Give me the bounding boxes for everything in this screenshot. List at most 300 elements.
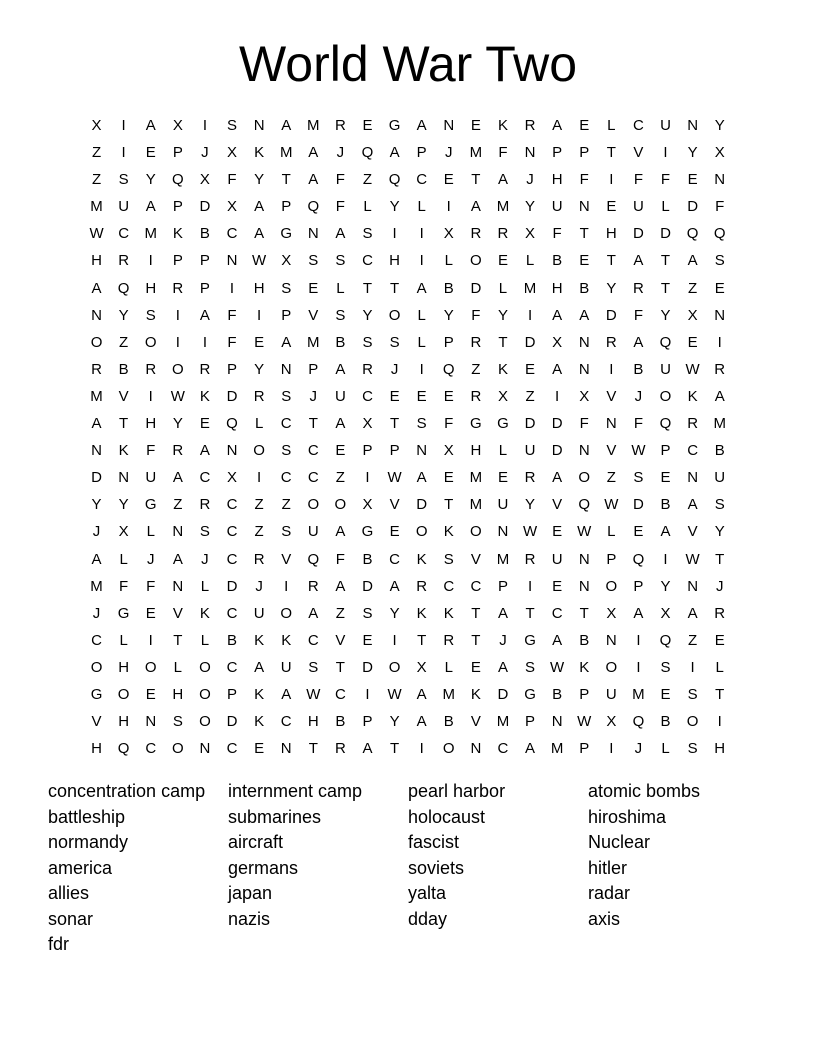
grid-letter: B	[362, 550, 373, 568]
grid-letter: D	[660, 225, 671, 243]
grid-letter: A	[91, 415, 102, 433]
grid-letter: X	[281, 252, 292, 270]
grid-letter: Q	[226, 415, 238, 433]
grid-letter: J	[634, 387, 643, 405]
grid-letter: O	[605, 577, 618, 595]
grid-letter: X	[199, 171, 210, 189]
grid-letter: P	[172, 144, 183, 162]
grid-letter: B	[335, 333, 346, 351]
grid-letter: K	[118, 442, 129, 460]
grid-letter: K	[443, 604, 454, 622]
grid-letter: G	[524, 631, 536, 649]
grid-letter: U	[551, 550, 563, 568]
grid-letter: H	[91, 740, 102, 758]
grid-letter: R	[91, 360, 102, 378]
word-list-item: hitler	[588, 857, 628, 878]
letter-grid	[83, 112, 733, 762]
grid-letter: N	[578, 442, 590, 460]
grid-letter: U	[605, 685, 617, 703]
grid-letter: C	[389, 550, 400, 568]
grid-letter: D	[91, 469, 102, 487]
grid-letter: N	[524, 144, 536, 162]
grid-letter: F	[146, 577, 156, 595]
grid-letter: D	[362, 658, 373, 676]
grid-letter: U	[307, 523, 319, 541]
grid-letter: L	[525, 252, 535, 270]
grid-letter: L	[498, 279, 508, 297]
grid-letter: D	[633, 496, 644, 514]
grid-row	[83, 518, 733, 545]
grid-letter: N	[578, 360, 590, 378]
grid-letter: O	[470, 523, 482, 541]
grid-letter: E	[552, 577, 563, 595]
grid-letter: M	[713, 415, 726, 433]
grid-letter: E	[145, 144, 156, 162]
grid-letter: I	[121, 144, 126, 162]
grid-letter: F	[633, 171, 643, 189]
grid-letter: Z	[91, 144, 102, 162]
grid-letter: E	[443, 469, 454, 487]
grid-letter: P	[199, 252, 210, 270]
grid-letter: D	[497, 685, 509, 703]
grid-letter: V	[308, 306, 319, 324]
grid-letter: X	[497, 387, 508, 405]
grid-letter: L	[173, 658, 182, 676]
word-list-item: nazis	[228, 908, 271, 929]
grid-letter: L	[146, 523, 155, 541]
word-list-item: dday	[408, 908, 448, 929]
grid-letter: Z	[173, 496, 183, 514]
grid-letter: M	[307, 117, 320, 134]
grid-letter: P	[172, 252, 183, 270]
grid-letter: G	[524, 685, 536, 703]
grid-letter: O	[199, 713, 211, 731]
grid-letter: J	[390, 360, 399, 378]
grid-letter: I	[175, 306, 180, 324]
grid-letter: N	[578, 577, 590, 595]
grid-letter: A	[335, 225, 346, 243]
grid-letter: X	[443, 442, 454, 460]
grid-letter: A	[281, 117, 292, 134]
grid-letter: I	[148, 252, 153, 270]
grid-letter: P	[660, 442, 671, 460]
grid-letter: Y	[145, 171, 156, 189]
grid-letter: I	[419, 360, 424, 378]
grid-letter: Z	[254, 523, 264, 541]
grid-letter: R	[443, 631, 455, 649]
grid-letter: E	[145, 604, 156, 622]
grid-row	[83, 491, 733, 518]
grid-letter: P	[308, 360, 319, 378]
grid-letter: E	[254, 740, 265, 758]
grid-letter: R	[334, 740, 346, 758]
grid-letter: Y	[254, 171, 265, 189]
grid-letter: Z	[335, 604, 345, 622]
grid-letter: C	[226, 604, 238, 622]
grid-letter: L	[417, 306, 426, 324]
grid-letter: A	[660, 523, 671, 541]
grid-letter: T	[660, 252, 671, 270]
grid-letter: K	[281, 631, 292, 649]
grid-letter: Z	[119, 333, 129, 351]
grid-letter: F	[444, 415, 454, 433]
grid-letter: O	[199, 658, 211, 676]
grid-letter: P	[227, 360, 238, 378]
grid-letter: A	[335, 360, 346, 378]
grid-letter: Y	[443, 306, 454, 324]
grid-letter: C	[280, 469, 292, 487]
grid-letter: F	[227, 171, 237, 189]
grid-letter: I	[148, 387, 153, 405]
grid-letter: A	[308, 604, 319, 622]
grid-letter: A	[335, 415, 346, 433]
grid-letter: T	[660, 279, 671, 297]
grid-letter: S	[335, 306, 346, 324]
grid-letter: L	[336, 279, 345, 297]
grid-letter: M	[279, 144, 293, 162]
grid-letter: L	[200, 577, 210, 595]
grid-letter: T	[579, 225, 589, 243]
grid-letter: P	[443, 333, 454, 351]
grid-letter: B	[552, 685, 563, 703]
grid-letter: V	[335, 631, 346, 649]
grid-letter: Q	[442, 360, 455, 378]
grid-letter: O	[388, 306, 401, 324]
grid-row	[83, 193, 733, 220]
grid-letter: H	[253, 279, 265, 297]
grid-letter: Q	[117, 740, 130, 758]
grid-letter: M	[632, 685, 645, 703]
word-list-item: axis	[588, 908, 621, 929]
grid-letter: U	[524, 442, 536, 460]
grid-letter: J	[146, 550, 155, 568]
grid-letter: H	[389, 252, 400, 270]
grid-letter: R	[524, 117, 536, 134]
grid-letter: R	[334, 117, 346, 134]
grid-row	[83, 166, 733, 193]
grid-letter: S	[687, 685, 698, 703]
grid-letter: Y	[118, 306, 129, 324]
grid-letter: N	[687, 469, 699, 487]
grid-letter: H	[91, 252, 102, 270]
grid-letter: X	[660, 604, 671, 622]
grid-row	[83, 410, 733, 437]
grid-letter: O	[659, 387, 672, 405]
grid-letter: A	[389, 144, 400, 162]
grid-letter: L	[444, 252, 453, 270]
grid-letter: G	[497, 415, 509, 433]
grid-letter: E	[579, 252, 590, 270]
grid-letter: A	[199, 306, 210, 324]
grid-letter: C	[470, 577, 482, 595]
grid-letter: M	[550, 740, 564, 758]
grid-letter: G	[90, 685, 103, 703]
grid-letter: Z	[606, 469, 616, 487]
grid-letter: S	[389, 333, 400, 351]
grid-letter: V	[91, 713, 102, 731]
grid-letter: L	[661, 740, 670, 758]
grid-letter: Y	[389, 713, 400, 731]
grid-letter: D	[226, 387, 238, 405]
grid-letter: R	[172, 279, 184, 297]
grid-letter: C	[362, 387, 373, 405]
grid-letter: I	[609, 171, 614, 189]
grid-letter: S	[199, 523, 210, 541]
grid-letter: H	[605, 225, 617, 243]
word-list-item: hiroshima	[588, 806, 667, 827]
grid-letter: R	[470, 225, 482, 243]
grid-row	[83, 275, 733, 302]
grid-letter: A	[552, 360, 563, 378]
grid-letter: R	[199, 496, 211, 514]
grid-letter: Q	[307, 198, 320, 216]
grid-letter: F	[335, 198, 345, 216]
grid-letter: S	[335, 252, 346, 270]
grid-letter: Y	[389, 604, 400, 622]
grid-letter: P	[227, 685, 238, 703]
grid-letter: S	[281, 387, 292, 405]
grid-letter: S	[308, 252, 319, 270]
grid-letter: Q	[659, 333, 672, 351]
grid-letter: B	[199, 225, 210, 243]
grid-letter: A	[633, 604, 644, 622]
grid-letter: X	[362, 496, 373, 514]
grid-letter: O	[280, 604, 293, 622]
grid-letter: C	[226, 523, 238, 541]
grid-letter: K	[497, 360, 508, 378]
grid-letter: B	[118, 360, 129, 378]
grid-letter: A	[91, 279, 102, 297]
grid-letter: F	[227, 333, 237, 351]
grid-letter: D	[199, 198, 211, 216]
grid-letter: Q	[713, 225, 726, 243]
grid-letter: A	[687, 604, 698, 622]
grid-letter: P	[579, 144, 590, 162]
grid-letter: T	[471, 171, 481, 189]
grid-letter: Q	[171, 171, 184, 189]
puzzle-title: World War Two	[238, 36, 578, 92]
grid-letter: I	[419, 252, 424, 270]
grid-letter: I	[202, 333, 207, 351]
grid-letter: T	[471, 604, 481, 622]
grid-letter: E	[389, 523, 400, 541]
grid-letter: N	[497, 523, 509, 541]
grid-letter: G	[144, 496, 157, 514]
grid-letter: K	[416, 550, 427, 568]
grid-letter: O	[686, 713, 699, 731]
grid-letter: J	[634, 740, 643, 758]
grid-letter: A	[687, 496, 698, 514]
grid-letter: U	[633, 198, 644, 216]
grid-letter: N	[145, 713, 157, 731]
grid-row	[83, 139, 733, 166]
grid-letter: K	[254, 713, 265, 731]
grid-letter: S	[281, 442, 292, 460]
grid-letter: T	[335, 658, 345, 676]
grid-letter: X	[443, 225, 454, 243]
grid-letter: Y	[687, 144, 698, 162]
grid-letter: A	[416, 117, 427, 134]
grid-letter: N	[578, 333, 590, 351]
grid-letter: R	[714, 604, 726, 622]
grid-letter: F	[498, 144, 508, 162]
grid-letter: J	[201, 144, 209, 162]
grid-letter: C	[687, 442, 699, 460]
grid-letter: R	[605, 333, 617, 351]
grid-letter: F	[715, 198, 725, 216]
grid-letter: N	[605, 415, 617, 433]
grid-letter: B	[552, 252, 563, 270]
grid-letter: K	[470, 685, 481, 703]
grid-letter: B	[335, 713, 346, 731]
grid-letter: E	[145, 685, 156, 703]
grid-letter: O	[171, 360, 184, 378]
grid-letter: S	[660, 658, 671, 676]
grid-letter: O	[442, 740, 455, 758]
grid-letter: Z	[91, 171, 102, 189]
grid-letter: O	[307, 496, 320, 514]
grid-letter: V	[281, 550, 292, 568]
grid-letter: P	[552, 144, 563, 162]
grid-letter: I	[527, 306, 533, 324]
grid-letter: E	[443, 387, 454, 405]
word-list-item: atomic bombs	[588, 781, 701, 801]
grid-letter: I	[446, 198, 451, 216]
grid-letter: O	[253, 442, 265, 460]
grid-letter: A	[416, 279, 427, 297]
grid-letter: I	[663, 144, 668, 162]
grid-letter: S	[118, 171, 129, 189]
word-list-item: yalta	[408, 883, 447, 903]
grid-letter: O	[388, 658, 401, 676]
grid-letter: Q	[307, 550, 320, 568]
grid-letter: E	[714, 631, 725, 649]
grid-letter: X	[714, 144, 725, 162]
grid-letter: N	[714, 171, 726, 189]
grid-letter: E	[579, 117, 590, 134]
grid-letter: Q	[361, 144, 374, 162]
grid-letter: K	[579, 658, 590, 676]
grid-row	[83, 112, 733, 139]
grid-row	[83, 627, 733, 654]
grid-letter: O	[199, 685, 211, 703]
grid-letter: D	[605, 306, 617, 324]
grid-letter: E	[687, 171, 698, 189]
grid-letter: C	[280, 713, 292, 731]
grid-letter: Q	[659, 415, 672, 433]
grid-letter: A	[416, 685, 427, 703]
grid-letter: A	[416, 469, 427, 487]
grid-letter: A	[281, 685, 292, 703]
grid-row	[83, 302, 733, 329]
word-list-item: radar	[588, 883, 631, 903]
grid-letter: R	[497, 225, 509, 243]
grid-row	[83, 546, 733, 573]
grid-letter: T	[308, 740, 318, 758]
grid-letter: T	[281, 171, 291, 189]
grid-row	[83, 600, 733, 627]
grid-row	[83, 437, 733, 464]
word-list-item: america	[48, 857, 113, 878]
grid-letter: E	[389, 387, 400, 405]
grid-letter: A	[335, 523, 346, 541]
grid-letter: Z	[688, 279, 698, 297]
grid-letter: U	[714, 469, 726, 487]
grid-letter: A	[525, 740, 536, 758]
grid-letter: A	[335, 577, 346, 595]
grid-letter: E	[606, 198, 617, 216]
grid-letter: D	[524, 415, 536, 433]
grid-letter: I	[609, 360, 614, 378]
grid-letter: L	[607, 523, 616, 541]
word-list-item: Nuclear	[588, 832, 651, 852]
grid-letter: B	[443, 279, 454, 297]
grid-letter: W	[522, 523, 538, 541]
grid-letter: C	[334, 685, 346, 703]
grid-letter: Z	[525, 387, 535, 405]
grid-letter: V	[606, 442, 617, 460]
grid-letter: N	[470, 740, 482, 758]
grid-letter: D	[524, 333, 536, 351]
grid-letter: J	[526, 171, 534, 189]
grid-letter: Y	[660, 577, 671, 595]
grid-letter: N	[687, 577, 699, 595]
grid-letter: Q	[117, 279, 130, 297]
grid-letter: N	[687, 117, 699, 134]
grid-letter: F	[227, 306, 237, 324]
grid-letter: M	[90, 387, 103, 405]
grid-letter: R	[253, 550, 265, 568]
grid-letter: J	[715, 577, 724, 595]
grid-letter: D	[470, 279, 482, 297]
grid-letter: P	[199, 279, 210, 297]
grid-letter: Q	[388, 171, 401, 189]
grid-letter: S	[687, 740, 698, 758]
grid-letter: P	[579, 740, 590, 758]
grid-letter: E	[660, 685, 671, 703]
grid-letter: D	[226, 577, 238, 595]
grid-letter: T	[362, 279, 373, 297]
grid-letter: O	[90, 658, 103, 676]
grid-letter: L	[200, 631, 210, 649]
grid-letter: M	[469, 144, 483, 162]
grid-letter: F	[335, 550, 345, 568]
grid-letter: N	[91, 442, 102, 460]
grid-letter: O	[470, 252, 482, 270]
word-list-item: fdr	[48, 934, 70, 954]
grid-letter: L	[119, 550, 128, 568]
grid-letter: C	[226, 225, 238, 243]
grid-letter: W	[604, 496, 619, 514]
grid-letter: R	[714, 360, 726, 378]
grid-letter: D	[551, 442, 563, 460]
grid-letter: S	[308, 658, 319, 676]
grid-letter: U	[280, 658, 292, 676]
grid-letter: X	[606, 604, 617, 622]
grid-letter: E	[362, 117, 373, 134]
grid-letter: L	[715, 658, 724, 676]
grid-letter: T	[389, 740, 400, 758]
grid-letter: Q	[632, 713, 645, 731]
grid-letter: Z	[335, 469, 345, 487]
grid-letter: O	[117, 685, 130, 703]
grid-letter: E	[254, 333, 265, 351]
grid-letter: M	[496, 550, 510, 568]
grid-letter: O	[334, 496, 347, 514]
grid-letter: A	[308, 144, 319, 162]
grid-letter: S	[172, 713, 183, 731]
grid-letter: W	[89, 225, 104, 243]
